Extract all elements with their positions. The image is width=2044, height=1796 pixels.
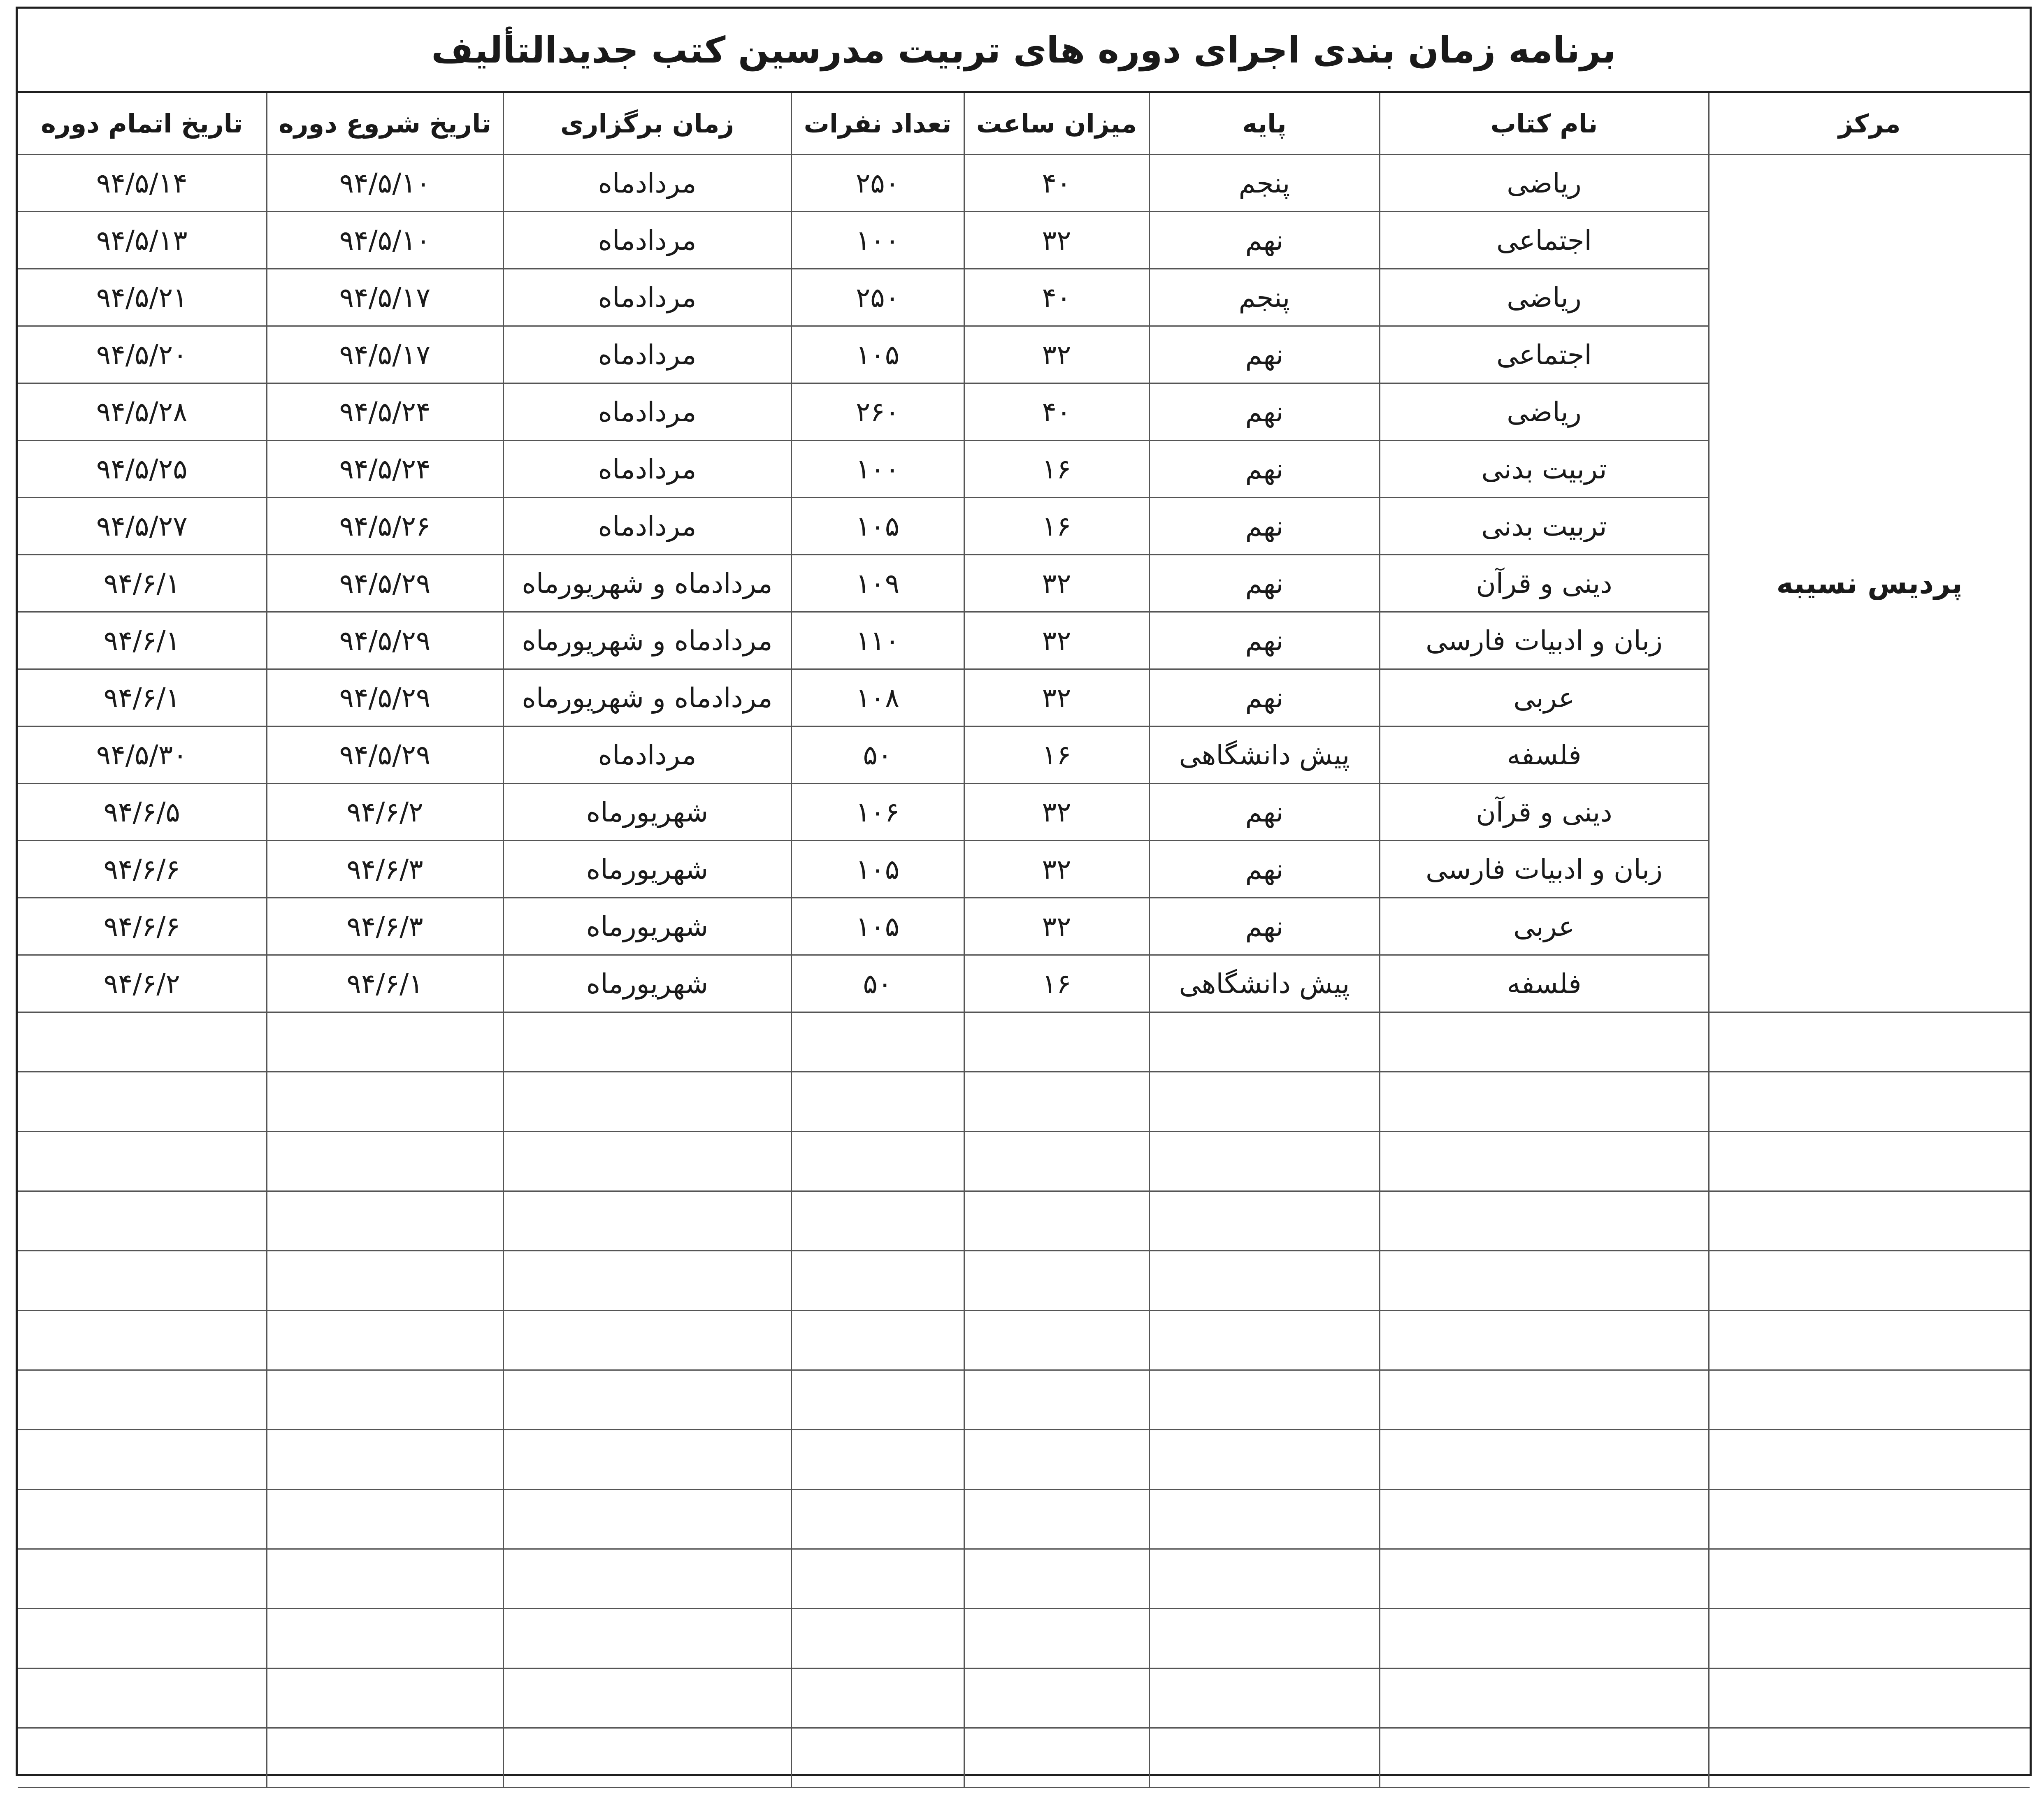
end-date-cell: ۹۴/۵/۲۸ xyxy=(18,383,267,441)
period-cell: شهریورماه xyxy=(503,955,791,1012)
empty-cell xyxy=(1149,1311,1380,1370)
empty-cell xyxy=(18,1549,267,1609)
count-cell: ۲۵۰ xyxy=(791,155,964,212)
empty-cell xyxy=(1380,1668,1709,1728)
period-cell: مردادماه xyxy=(503,726,791,784)
empty-cell xyxy=(503,1012,791,1072)
empty-cell xyxy=(964,1728,1149,1788)
start-date-cell: ۹۴/۵/۲۴ xyxy=(267,441,503,498)
book-cell: ریاضی xyxy=(1380,383,1709,441)
empty-cell xyxy=(18,1311,267,1370)
empty-cell xyxy=(791,1430,964,1490)
book-cell: تربیت بدنی xyxy=(1380,441,1709,498)
empty-cell xyxy=(791,1191,964,1251)
grade-cell: نهم xyxy=(1149,441,1380,498)
empty-cell xyxy=(503,1728,791,1788)
count-cell: ۱۰۵ xyxy=(791,898,964,955)
empty-cell xyxy=(18,1251,267,1311)
empty-cell xyxy=(1380,1430,1709,1490)
empty-cell xyxy=(1709,1370,2030,1430)
empty-cell xyxy=(1709,1609,2030,1668)
grade-cell: پنجم xyxy=(1149,155,1380,212)
book-cell: ریاضی xyxy=(1380,269,1709,326)
empty-row xyxy=(18,1370,2030,1430)
count-cell: ۱۰۵ xyxy=(791,498,964,555)
empty-cell xyxy=(1380,1609,1709,1668)
book-cell: دینی و قرآن xyxy=(1380,555,1709,612)
end-date-cell: ۹۴/۶/۱ xyxy=(18,612,267,669)
empty-row xyxy=(18,1072,2030,1132)
schedule-sheet xyxy=(16,7,2032,1776)
grade-cell: نهم xyxy=(1149,212,1380,269)
header-period: زمان برگزاری xyxy=(503,93,791,155)
empty-cell xyxy=(18,1191,267,1251)
empty-cell xyxy=(267,1311,503,1370)
empty-cell xyxy=(964,1370,1149,1430)
empty-cell xyxy=(1709,1251,2030,1311)
header-row xyxy=(18,93,2030,155)
empty-cell xyxy=(1149,1072,1380,1132)
empty-cell xyxy=(503,1311,791,1370)
count-cell: ۲۶۰ xyxy=(791,383,964,441)
grade-cell: نهم xyxy=(1149,498,1380,555)
count-cell: ۱۰۸ xyxy=(791,669,964,726)
start-date-cell: ۹۴/۵/۲۹ xyxy=(267,555,503,612)
period-cell: مردادماه xyxy=(503,212,791,269)
empty-cell xyxy=(503,1609,791,1668)
header-center: مرکز xyxy=(1709,93,2030,155)
empty-cell xyxy=(267,1549,503,1609)
empty-row xyxy=(18,1191,2030,1251)
count-cell: ۵۰ xyxy=(791,726,964,784)
end-date-cell: ۹۴/۶/۶ xyxy=(18,841,267,898)
empty-cell xyxy=(964,1311,1149,1370)
empty-cell xyxy=(1149,1490,1380,1549)
center-name-cell: پردیس نسیبه xyxy=(1709,155,2030,1012)
end-date-cell: ۹۴/۵/۲۷ xyxy=(18,498,267,555)
empty-cell xyxy=(1149,1609,1380,1668)
count-cell: ۱۰۰ xyxy=(791,441,964,498)
hours-cell: ۳۲ xyxy=(964,784,1149,841)
count-cell: ۱۰۹ xyxy=(791,555,964,612)
start-date-cell: ۹۴/۵/۱۷ xyxy=(267,326,503,383)
grade-cell: نهم xyxy=(1149,612,1380,669)
hours-cell: ۱۶ xyxy=(964,498,1149,555)
hours-cell: ۴۰ xyxy=(964,155,1149,212)
book-cell: ریاضی xyxy=(1380,155,1709,212)
empty-cell xyxy=(503,1549,791,1609)
empty-cell xyxy=(1149,1549,1380,1609)
book-cell: زبان و ادبیات فارسی xyxy=(1380,612,1709,669)
empty-row xyxy=(18,1728,2030,1788)
empty-cell xyxy=(964,1132,1149,1191)
empty-cell xyxy=(791,1072,964,1132)
start-date-cell: ۹۴/۶/۳ xyxy=(267,841,503,898)
book-cell: فلسفه xyxy=(1380,726,1709,784)
header-start-date: تاریخ شروع دوره xyxy=(267,93,503,155)
empty-cell xyxy=(503,1072,791,1132)
period-cell: مردادماه و شهریورماه xyxy=(503,612,791,669)
empty-cell xyxy=(267,1490,503,1549)
empty-cell xyxy=(1149,1430,1380,1490)
empty-cell xyxy=(1380,1072,1709,1132)
header-hours: میزان ساعت xyxy=(964,93,1149,155)
book-cell: اجتماعی xyxy=(1380,326,1709,383)
empty-cell xyxy=(18,1728,267,1788)
empty-cell xyxy=(791,1012,964,1072)
empty-row xyxy=(18,1490,2030,1549)
grade-cell: پنجم xyxy=(1149,269,1380,326)
header-end-date: تاریخ اتمام دوره xyxy=(18,93,267,155)
empty-cell xyxy=(267,1132,503,1191)
empty-cell xyxy=(1709,1728,2030,1788)
end-date-cell: ۹۴/۵/۲۵ xyxy=(18,441,267,498)
count-cell: ۱۰۰ xyxy=(791,212,964,269)
end-date-cell: ۹۴/۶/۱ xyxy=(18,669,267,726)
grade-cell: نهم xyxy=(1149,841,1380,898)
grade-cell: پیش دانشگاهی xyxy=(1149,955,1380,1012)
hours-cell: ۱۶ xyxy=(964,726,1149,784)
empty-cell xyxy=(1709,1072,2030,1132)
empty-cell xyxy=(964,1430,1149,1490)
count-cell: ۱۱۰ xyxy=(791,612,964,669)
empty-cell xyxy=(1709,1191,2030,1251)
empty-cell xyxy=(503,1370,791,1430)
empty-cell xyxy=(267,1012,503,1072)
start-date-cell: ۹۴/۶/۳ xyxy=(267,898,503,955)
book-cell: عربی xyxy=(1380,898,1709,955)
count-cell: ۱۰۵ xyxy=(791,841,964,898)
grade-cell: نهم xyxy=(1149,898,1380,955)
empty-row xyxy=(18,1311,2030,1370)
empty-cell xyxy=(964,1072,1149,1132)
empty-cell xyxy=(18,1668,267,1728)
empty-cell xyxy=(791,1251,964,1311)
period-cell: مردادماه xyxy=(503,383,791,441)
empty-cell xyxy=(503,1430,791,1490)
empty-cell xyxy=(1709,1430,2030,1490)
empty-cell xyxy=(791,1311,964,1370)
hours-cell: ۴۰ xyxy=(964,383,1149,441)
empty-cell xyxy=(1380,1549,1709,1609)
empty-cell xyxy=(267,1251,503,1311)
period-cell: مردادماه xyxy=(503,498,791,555)
empty-row xyxy=(18,1132,2030,1191)
hours-cell: ۳۲ xyxy=(964,555,1149,612)
empty-cell xyxy=(267,1430,503,1490)
empty-cell xyxy=(1380,1728,1709,1788)
grade-cell: نهم xyxy=(1149,555,1380,612)
empty-cell xyxy=(1380,1490,1709,1549)
hours-cell: ۳۲ xyxy=(964,898,1149,955)
period-cell: مردادماه xyxy=(503,326,791,383)
period-cell: مردادماه و شهریورماه xyxy=(503,555,791,612)
empty-cell xyxy=(964,1668,1149,1728)
empty-row xyxy=(18,1251,2030,1311)
period-cell: شهریورماه xyxy=(503,784,791,841)
end-date-cell: ۹۴/۶/۶ xyxy=(18,898,267,955)
hours-cell: ۴۰ xyxy=(964,269,1149,326)
hours-cell: ۳۲ xyxy=(964,612,1149,669)
empty-cell xyxy=(267,1370,503,1430)
empty-cell xyxy=(18,1072,267,1132)
end-date-cell: ۹۴/۵/۱۴ xyxy=(18,155,267,212)
empty-cell xyxy=(18,1609,267,1668)
start-date-cell: ۹۴/۵/۱۰ xyxy=(267,155,503,212)
empty-cell xyxy=(1149,1370,1380,1430)
book-cell: تربیت بدنی xyxy=(1380,498,1709,555)
grade-cell: نهم xyxy=(1149,784,1380,841)
empty-row xyxy=(18,1549,2030,1609)
table-row xyxy=(18,155,2030,212)
empty-cell xyxy=(1149,1251,1380,1311)
grade-cell: نهم xyxy=(1149,383,1380,441)
empty-cell xyxy=(1709,1549,2030,1609)
empty-cell xyxy=(791,1132,964,1191)
header-grade: پایه xyxy=(1149,93,1380,155)
empty-cell xyxy=(1149,1668,1380,1728)
start-date-cell: ۹۴/۵/۱۰ xyxy=(267,212,503,269)
end-date-cell: ۹۴/۵/۱۳ xyxy=(18,212,267,269)
empty-row xyxy=(18,1012,2030,1072)
empty-cell xyxy=(18,1012,267,1072)
empty-cell xyxy=(791,1370,964,1430)
start-date-cell: ۹۴/۵/۱۷ xyxy=(267,269,503,326)
empty-cell xyxy=(1380,1251,1709,1311)
schedule-table xyxy=(18,93,2030,1788)
empty-cell xyxy=(791,1609,964,1668)
start-date-cell: ۹۴/۶/۱ xyxy=(267,955,503,1012)
empty-cell xyxy=(1709,1668,2030,1728)
empty-cell xyxy=(1149,1728,1380,1788)
empty-cell xyxy=(267,1072,503,1132)
start-date-cell: ۹۴/۵/۲۹ xyxy=(267,669,503,726)
grade-cell: نهم xyxy=(1149,326,1380,383)
empty-row xyxy=(18,1668,2030,1728)
page-title: برنامه زمان بندی اجرای دوره های تربیت مدرسین کتب جدیدالتألیف xyxy=(18,9,2030,93)
end-date-cell: ۹۴/۵/۲۱ xyxy=(18,269,267,326)
period-cell: مردادماه xyxy=(503,155,791,212)
empty-cell xyxy=(791,1549,964,1609)
period-cell: مردادماه xyxy=(503,441,791,498)
empty-cell xyxy=(267,1191,503,1251)
grade-cell: نهم xyxy=(1149,669,1380,726)
period-cell: مردادماه xyxy=(503,269,791,326)
empty-cell xyxy=(791,1490,964,1549)
header-count: تعداد نفرات xyxy=(791,93,964,155)
empty-cell xyxy=(1149,1012,1380,1072)
empty-cell xyxy=(18,1370,267,1430)
empty-cell xyxy=(1709,1311,2030,1370)
empty-cell xyxy=(1380,1311,1709,1370)
empty-cell xyxy=(503,1132,791,1191)
empty-cell xyxy=(791,1728,964,1788)
book-cell: دینی و قرآن xyxy=(1380,784,1709,841)
start-date-cell: ۹۴/۶/۲ xyxy=(267,784,503,841)
start-date-cell: ۹۴/۵/۲۴ xyxy=(267,383,503,441)
end-date-cell: ۹۴/۵/۲۰ xyxy=(18,326,267,383)
empty-cell xyxy=(18,1430,267,1490)
start-date-cell: ۹۴/۵/۲۹ xyxy=(267,612,503,669)
end-date-cell: ۹۴/۶/۱ xyxy=(18,555,267,612)
empty-cell xyxy=(964,1251,1149,1311)
empty-cell xyxy=(964,1609,1149,1668)
empty-cell xyxy=(267,1609,503,1668)
empty-cell xyxy=(503,1490,791,1549)
period-cell: مردادماه و شهریورماه xyxy=(503,669,791,726)
start-date-cell: ۹۴/۵/۲۹ xyxy=(267,726,503,784)
empty-cell xyxy=(1709,1490,2030,1549)
count-cell: ۱۰۶ xyxy=(791,784,964,841)
count-cell: ۱۰۵ xyxy=(791,326,964,383)
empty-cell xyxy=(1709,1012,2030,1072)
empty-cell xyxy=(964,1191,1149,1251)
empty-cell xyxy=(503,1191,791,1251)
empty-cell xyxy=(1380,1370,1709,1430)
hours-cell: ۱۶ xyxy=(964,955,1149,1012)
empty-cell xyxy=(791,1668,964,1728)
empty-cell xyxy=(503,1668,791,1728)
empty-cell xyxy=(503,1251,791,1311)
hours-cell: ۳۲ xyxy=(964,326,1149,383)
count-cell: ۲۵۰ xyxy=(791,269,964,326)
empty-cell xyxy=(964,1490,1149,1549)
start-date-cell: ۹۴/۵/۲۶ xyxy=(267,498,503,555)
empty-cell xyxy=(267,1668,503,1728)
book-cell: اجتماعی xyxy=(1380,212,1709,269)
empty-cell xyxy=(1149,1191,1380,1251)
hours-cell: ۱۶ xyxy=(964,441,1149,498)
end-date-cell: ۹۴/۶/۲ xyxy=(18,955,267,1012)
count-cell: ۵۰ xyxy=(791,955,964,1012)
period-cell: شهریورماه xyxy=(503,841,791,898)
period-cell: شهریورماه xyxy=(503,898,791,955)
empty-row xyxy=(18,1609,2030,1668)
end-date-cell: ۹۴/۶/۵ xyxy=(18,784,267,841)
empty-cell xyxy=(1709,1132,2030,1191)
empty-cell xyxy=(267,1728,503,1788)
hours-cell: ۳۲ xyxy=(964,212,1149,269)
empty-cell xyxy=(1149,1132,1380,1191)
empty-cell xyxy=(18,1132,267,1191)
header-book: نام کتاب xyxy=(1380,93,1709,155)
hours-cell: ۳۲ xyxy=(964,841,1149,898)
empty-cell xyxy=(964,1012,1149,1072)
empty-cell xyxy=(964,1549,1149,1609)
empty-cell xyxy=(18,1490,267,1549)
empty-cell xyxy=(1380,1012,1709,1072)
empty-cell xyxy=(1380,1132,1709,1191)
empty-cell xyxy=(1380,1191,1709,1251)
book-cell: زبان و ادبیات فارسی xyxy=(1380,841,1709,898)
hours-cell: ۳۲ xyxy=(964,669,1149,726)
grade-cell: پیش دانشگاهی xyxy=(1149,726,1380,784)
empty-row xyxy=(18,1430,2030,1490)
end-date-cell: ۹۴/۵/۳۰ xyxy=(18,726,267,784)
book-cell: فلسفه xyxy=(1380,955,1709,1012)
book-cell: عربی xyxy=(1380,669,1709,726)
